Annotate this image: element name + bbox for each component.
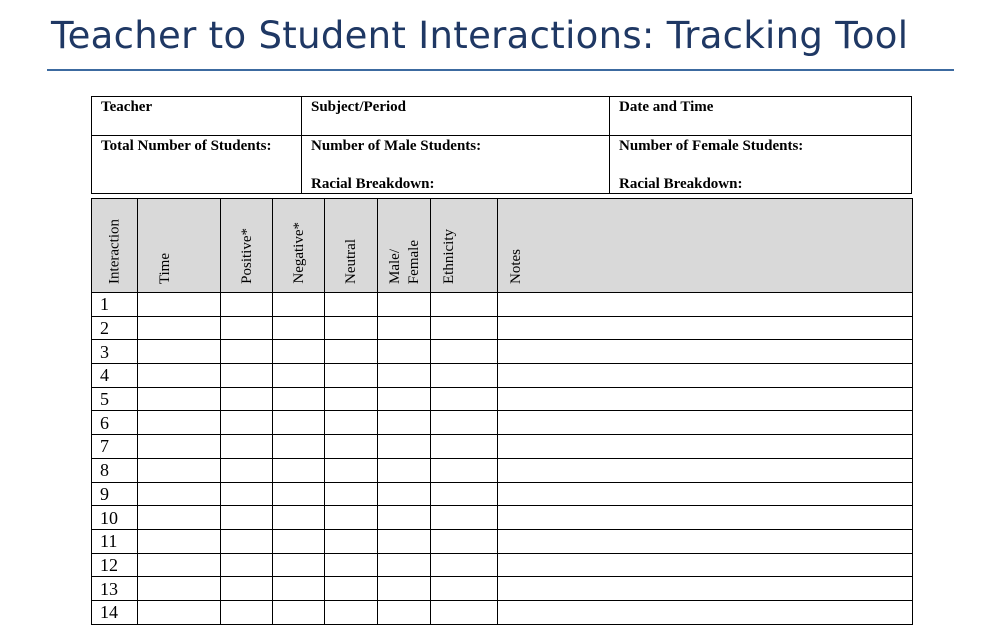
- notes-cell[interactable]: [498, 435, 913, 459]
- interaction-number: 8: [92, 458, 138, 482]
- time-cell[interactable]: [138, 293, 221, 317]
- positive-cell[interactable]: [221, 482, 273, 506]
- table-header-row: [92, 199, 913, 293]
- interaction-number: 11: [92, 529, 138, 553]
- time-cell[interactable]: [138, 506, 221, 530]
- male-female-cell[interactable]: [378, 387, 431, 411]
- notes-cell[interactable]: [498, 529, 913, 553]
- notes-cell[interactable]: [498, 458, 913, 482]
- interaction-number: 3: [92, 340, 138, 364]
- male-female-cell[interactable]: [378, 600, 431, 624]
- table-row: [92, 577, 913, 601]
- col-header-interaction: Interaction: [92, 199, 138, 293]
- negative-cell[interactable]: [273, 364, 325, 388]
- ethnicity-cell[interactable]: [431, 506, 498, 530]
- male-female-cell[interactable]: [378, 316, 431, 340]
- date-time-label: Date and Time: [619, 99, 714, 115]
- interaction-number: 10: [92, 506, 138, 530]
- male-female-cell[interactable]: [378, 458, 431, 482]
- table-row: [92, 364, 913, 388]
- table-row: [92, 529, 913, 553]
- info-divider: [92, 135, 911, 136]
- subject-period-label: Subject/Period: [311, 99, 406, 115]
- negative-cell[interactable]: [273, 387, 325, 411]
- neutral-cell[interactable]: [325, 435, 378, 459]
- notes-cell[interactable]: [498, 577, 913, 601]
- total-students-label: Total Number of Students:: [101, 138, 272, 154]
- negative-cell[interactable]: [273, 293, 325, 317]
- time-cell[interactable]: [138, 435, 221, 459]
- time-cell[interactable]: [138, 482, 221, 506]
- positive-cell[interactable]: [221, 506, 273, 530]
- ethnicity-cell[interactable]: [431, 340, 498, 364]
- positive-cell[interactable]: [221, 411, 273, 435]
- male-female-cell[interactable]: [378, 435, 431, 459]
- table-row: [92, 435, 913, 459]
- neutral-cell[interactable]: [325, 506, 378, 530]
- negative-cell[interactable]: [273, 577, 325, 601]
- table-row: [92, 340, 913, 364]
- notes-cell[interactable]: [498, 316, 913, 340]
- notes-cell[interactable]: [498, 364, 913, 388]
- interaction-number: 5: [92, 387, 138, 411]
- negative-cell[interactable]: [273, 316, 325, 340]
- col-header-notes: Notes: [498, 199, 913, 293]
- notes-cell[interactable]: [498, 506, 913, 530]
- interaction-number: 4: [92, 364, 138, 388]
- time-cell[interactable]: [138, 387, 221, 411]
- neutral-cell[interactable]: [325, 577, 378, 601]
- male-female-cell[interactable]: [378, 293, 431, 317]
- neutral-cell[interactable]: [325, 293, 378, 317]
- negative-cell[interactable]: [273, 435, 325, 459]
- negative-cell[interactable]: [273, 600, 325, 624]
- negative-cell[interactable]: [273, 529, 325, 553]
- positive-cell[interactable]: [221, 577, 273, 601]
- notes-cell[interactable]: [498, 293, 913, 317]
- table-row: [92, 316, 913, 340]
- positive-cell[interactable]: [221, 529, 273, 553]
- teacher-label: Teacher: [101, 99, 153, 115]
- info-table: [91, 96, 912, 194]
- positive-cell[interactable]: [221, 553, 273, 577]
- ethnicity-cell[interactable]: [431, 364, 498, 388]
- negative-cell[interactable]: [273, 340, 325, 364]
- col-header-positive: Positive*: [221, 199, 273, 293]
- neutral-cell[interactable]: [325, 600, 378, 624]
- time-cell[interactable]: [138, 411, 221, 435]
- ethnicity-cell[interactable]: [431, 553, 498, 577]
- racial-breakdown-male-label: Racial Breakdown:: [311, 176, 435, 192]
- table-row: [92, 553, 913, 577]
- table-row: [92, 506, 913, 530]
- positive-cell[interactable]: [221, 316, 273, 340]
- interaction-number: 12: [92, 553, 138, 577]
- interaction-number: 7: [92, 435, 138, 459]
- time-cell[interactable]: [138, 529, 221, 553]
- notes-cell[interactable]: [498, 340, 913, 364]
- male-female-cell[interactable]: [378, 340, 431, 364]
- table-row: [92, 482, 913, 506]
- positive-cell[interactable]: [221, 293, 273, 317]
- neutral-cell[interactable]: [325, 458, 378, 482]
- time-cell[interactable]: [138, 553, 221, 577]
- notes-cell[interactable]: [498, 600, 913, 624]
- neutral-cell[interactable]: [325, 482, 378, 506]
- col-header-male-female: Male/ Female: [378, 199, 431, 293]
- male-female-cell[interactable]: [378, 529, 431, 553]
- neutral-cell[interactable]: [325, 553, 378, 577]
- table-row: [92, 411, 913, 435]
- male-female-cell[interactable]: [378, 411, 431, 435]
- page-title: Teacher to Student Interactions: Tracking Tool: [51, 14, 909, 57]
- time-cell[interactable]: [138, 316, 221, 340]
- table-row: [92, 387, 913, 411]
- interaction-number: 1: [92, 293, 138, 317]
- interaction-number: 9: [92, 482, 138, 506]
- ethnicity-cell[interactable]: [431, 435, 498, 459]
- negative-cell[interactable]: [273, 506, 325, 530]
- male-students-label: Number of Male Students:: [311, 138, 482, 154]
- time-cell[interactable]: [138, 364, 221, 388]
- interaction-number: 6: [92, 411, 138, 435]
- male-female-cell[interactable]: [378, 577, 431, 601]
- positive-cell[interactable]: [221, 458, 273, 482]
- time-cell[interactable]: [138, 577, 221, 601]
- neutral-cell[interactable]: [325, 340, 378, 364]
- time-cell[interactable]: [138, 600, 221, 624]
- ethnicity-cell[interactable]: [431, 458, 498, 482]
- table-row: [92, 293, 913, 317]
- positive-cell[interactable]: [221, 435, 273, 459]
- neutral-cell[interactable]: [325, 364, 378, 388]
- info-divider: [301, 97, 302, 193]
- positive-cell[interactable]: [221, 600, 273, 624]
- negative-cell[interactable]: [273, 553, 325, 577]
- table-row: [92, 458, 913, 482]
- col-header-negative: Negative*: [273, 199, 325, 293]
- time-cell[interactable]: [138, 458, 221, 482]
- title-divider: [47, 69, 954, 71]
- racial-breakdown-female-label: Racial Breakdown:: [619, 176, 743, 192]
- negative-cell[interactable]: [273, 411, 325, 435]
- negative-cell[interactable]: [273, 482, 325, 506]
- notes-cell[interactable]: [498, 553, 913, 577]
- ethnicity-cell[interactable]: [431, 529, 498, 553]
- neutral-cell[interactable]: [325, 411, 378, 435]
- ethnicity-cell[interactable]: [431, 387, 498, 411]
- table-row: [92, 600, 913, 624]
- ethnicity-cell[interactable]: [431, 600, 498, 624]
- ethnicity-cell[interactable]: [431, 482, 498, 506]
- time-cell[interactable]: [138, 340, 221, 364]
- positive-cell[interactable]: [221, 387, 273, 411]
- ethnicity-cell[interactable]: [431, 577, 498, 601]
- col-header-time: Time: [138, 199, 221, 293]
- notes-cell[interactable]: [498, 411, 913, 435]
- interaction-number: 13: [92, 577, 138, 601]
- info-divider: [609, 97, 610, 193]
- male-female-cell[interactable]: [378, 553, 431, 577]
- male-female-cell[interactable]: [378, 364, 431, 388]
- ethnicity-cell[interactable]: [431, 293, 498, 317]
- interaction-number: 14: [92, 600, 138, 624]
- neutral-cell[interactable]: [325, 529, 378, 553]
- notes-cell[interactable]: [498, 387, 913, 411]
- positive-cell[interactable]: [221, 364, 273, 388]
- negative-cell[interactable]: [273, 458, 325, 482]
- positive-cell[interactable]: [221, 340, 273, 364]
- ethnicity-cell[interactable]: [431, 316, 498, 340]
- female-students-label: Number of Female Students:: [619, 138, 804, 154]
- col-header-neutral: Neutral: [325, 199, 378, 293]
- notes-cell[interactable]: [498, 482, 913, 506]
- neutral-cell[interactable]: [325, 387, 378, 411]
- ethnicity-cell[interactable]: [431, 411, 498, 435]
- neutral-cell[interactable]: [325, 316, 378, 340]
- male-female-cell[interactable]: [378, 482, 431, 506]
- interaction-table: [91, 198, 913, 625]
- male-female-cell[interactable]: [378, 506, 431, 530]
- interaction-number: 2: [92, 316, 138, 340]
- col-header-ethnicity: Ethnicity: [431, 199, 498, 293]
